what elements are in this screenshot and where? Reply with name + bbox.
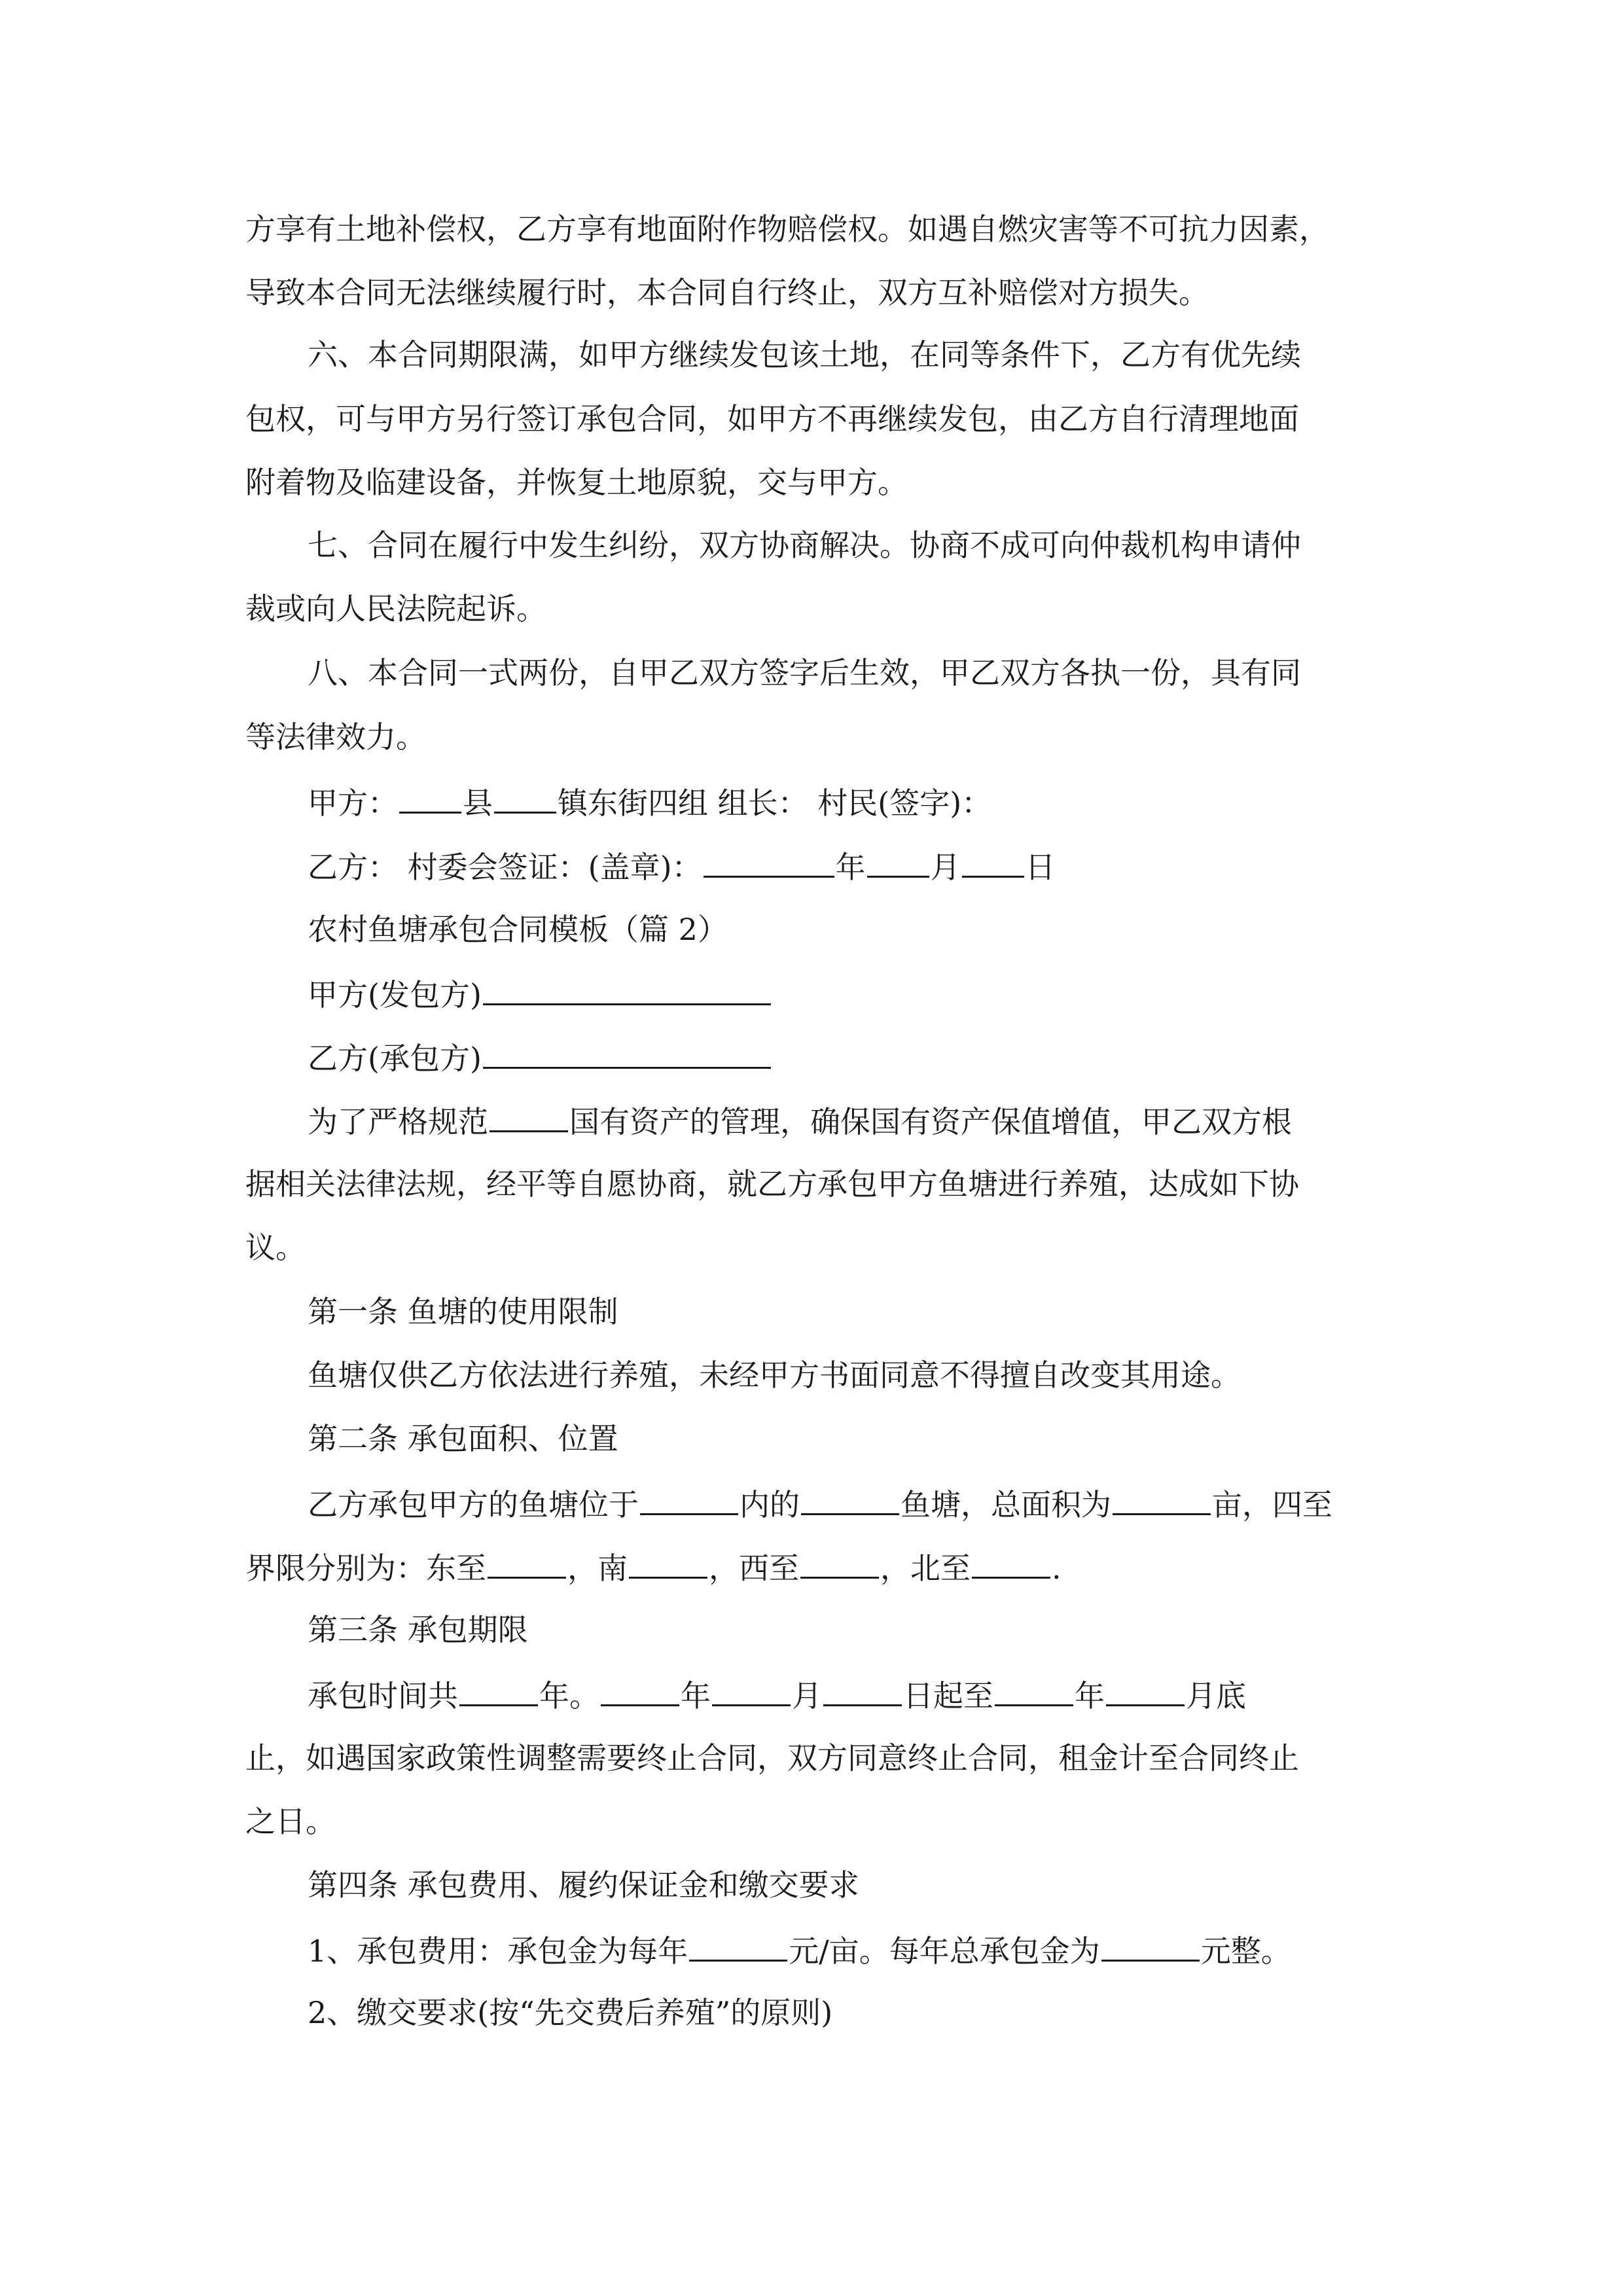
art3-text: 年 bbox=[1075, 1678, 1105, 1713]
blank-field[interactable] bbox=[1106, 1674, 1185, 1706]
sign-a-county: 县 bbox=[463, 785, 493, 821]
art4-text: 元整。 bbox=[1200, 1933, 1291, 1969]
blank-field[interactable] bbox=[490, 1100, 568, 1132]
paragraph-line: 议。 bbox=[245, 1230, 306, 1265]
sign-a-prefix: 甲方： bbox=[308, 785, 398, 821]
art2-text: 鱼塘，总面积为 bbox=[901, 1487, 1111, 1522]
art2-text: 亩，四至 bbox=[1212, 1487, 1332, 1522]
paragraph-line: 之日。 bbox=[245, 1804, 336, 1839]
article-title: 第三条 承包期限 bbox=[308, 1612, 528, 1647]
paragraph-line: 附着物及临建设备，并恢复土地原貌，交与甲方。 bbox=[245, 465, 908, 500]
art3-text: 年。 bbox=[539, 1678, 599, 1713]
paragraph-line: 据相关法律法规，经平等自愿协商，就乙方承包甲方鱼塘进行养殖，达成如下协 bbox=[245, 1166, 1299, 1202]
blank-field[interactable] bbox=[640, 1483, 738, 1515]
art3-text: 年 bbox=[681, 1678, 711, 1713]
sign-b-day: 日 bbox=[1025, 850, 1056, 885]
sign-b-month: 月 bbox=[930, 850, 961, 885]
blank-field[interactable] bbox=[1113, 1483, 1211, 1515]
blank-field[interactable] bbox=[483, 1037, 771, 1069]
paragraph-line: 鱼塘仅供乙方依法进行养殖，未经甲方书面同意不得擅自改变其用途。 bbox=[308, 1357, 1241, 1393]
intro-text: 国有资产的管理，确保国有资产保值增值，甲乙双方根 bbox=[569, 1104, 1292, 1139]
blank-field[interactable] bbox=[712, 1674, 791, 1706]
art4-text: 元/亩。每年总承包金为 bbox=[789, 1933, 1100, 1969]
party-a-line bbox=[308, 973, 772, 1013]
sign-b-prefix: 乙方： 村委会签证：(盖章)： bbox=[308, 850, 702, 885]
art2-text: 界限分别为：东至 bbox=[245, 1551, 486, 1586]
blank-field[interactable] bbox=[823, 1674, 902, 1706]
art2-text: 乙方承包甲方的鱼塘位于 bbox=[308, 1487, 639, 1522]
sign-b-year: 年 bbox=[835, 850, 866, 885]
section-title: 农村鱼塘承包合同模板（篇 2） bbox=[308, 912, 728, 947]
blank-field[interactable] bbox=[867, 846, 929, 878]
blank-field[interactable] bbox=[494, 781, 556, 814]
paragraph-line: 八、本合同一式两份，自甲乙双方签字后生效，甲乙双方各执一份，具有同 bbox=[308, 655, 1301, 691]
paragraph-line: 七、合同在履行中发生纠纷，双方协商解决。协商不成可向仲裁机构申请仲 bbox=[308, 528, 1301, 563]
blank-field[interactable] bbox=[1101, 1929, 1200, 1962]
blank-field[interactable] bbox=[801, 1483, 899, 1515]
paragraph-line: 裁或向人民法院起诉。 bbox=[245, 591, 546, 626]
paragraph-line bbox=[308, 1483, 1332, 1522]
blank-field[interactable] bbox=[704, 846, 834, 878]
signature-line-party-a bbox=[308, 781, 991, 821]
article-title: 第一条 鱼塘的使用限制 bbox=[308, 1294, 618, 1329]
paragraph-line: 六、本合同期限满，如甲方继续发包该土地，在同等条件下，乙方有优先续 bbox=[308, 337, 1301, 372]
paragraph-line: 止，如遇国家政策性调整需要终止合同，双方同意终止合同，租金计至合同终止 bbox=[245, 1740, 1299, 1776]
art3-text: 月底 bbox=[1186, 1678, 1246, 1713]
sign-a-town: 镇东街四组 组长： 村民(签字)： bbox=[558, 785, 992, 821]
paragraph-line bbox=[308, 1100, 1292, 1139]
paragraph-line: 导致本合同无法继续履行时，本合同自行终止，双方互补赔偿对方损失。 bbox=[245, 275, 1209, 310]
article-title: 第二条 承包面积、位置 bbox=[308, 1421, 618, 1456]
blank-field[interactable] bbox=[488, 1547, 566, 1579]
paragraph-line: 等法律效力。 bbox=[245, 719, 426, 755]
blank-field[interactable] bbox=[459, 1674, 538, 1706]
blank-field[interactable] bbox=[483, 973, 771, 1005]
art3-text: 承包时间共 bbox=[308, 1678, 458, 1713]
blank-field[interactable] bbox=[800, 1547, 879, 1579]
party-b-line bbox=[308, 1037, 772, 1076]
signature-line-party-b bbox=[308, 846, 1056, 885]
art2-text: ，北至 bbox=[880, 1551, 971, 1586]
blank-field[interactable] bbox=[601, 1674, 679, 1706]
paragraph-line: 2、缴交要求(按“先交费后养殖”的原则) bbox=[308, 1995, 833, 2030]
article-title: 第四条 承包费用、履约保证金和缴交要求 bbox=[308, 1867, 859, 1903]
art2-text: ，南 bbox=[567, 1551, 628, 1586]
blank-field[interactable] bbox=[962, 846, 1024, 878]
paragraph-line: 方享有土地补偿权，乙方享有地面附作物赔偿权。如遇自燃灾害等不可抗力因素， bbox=[245, 211, 1329, 247]
blank-field[interactable] bbox=[629, 1547, 707, 1579]
art3-text: 日起至 bbox=[903, 1678, 993, 1713]
party-b-label: 乙方(承包方) bbox=[308, 1041, 482, 1076]
paragraph-line bbox=[245, 1547, 1061, 1586]
art2-text: . bbox=[1052, 1551, 1061, 1586]
art3-text: 月 bbox=[792, 1678, 822, 1713]
blank-field[interactable] bbox=[689, 1929, 787, 1962]
paragraph-line bbox=[308, 1929, 1291, 1969]
art2-text: 内的 bbox=[740, 1487, 800, 1522]
blank-field[interactable] bbox=[995, 1674, 1073, 1706]
party-a-label: 甲方(发包方) bbox=[308, 977, 482, 1013]
intro-text: 为了严格规范 bbox=[308, 1104, 488, 1139]
paragraph-line bbox=[308, 1674, 1246, 1713]
art2-text: ，西至 bbox=[709, 1551, 799, 1586]
paragraph-line: 包权，可与甲方另行签订承包合同，如甲方不再继续发包，由乙方自行清理地面 bbox=[245, 401, 1299, 437]
art4-text: 1、承包费用：承包金为每年 bbox=[308, 1933, 688, 1969]
blank-field[interactable] bbox=[399, 781, 461, 814]
blank-field[interactable] bbox=[972, 1547, 1050, 1579]
